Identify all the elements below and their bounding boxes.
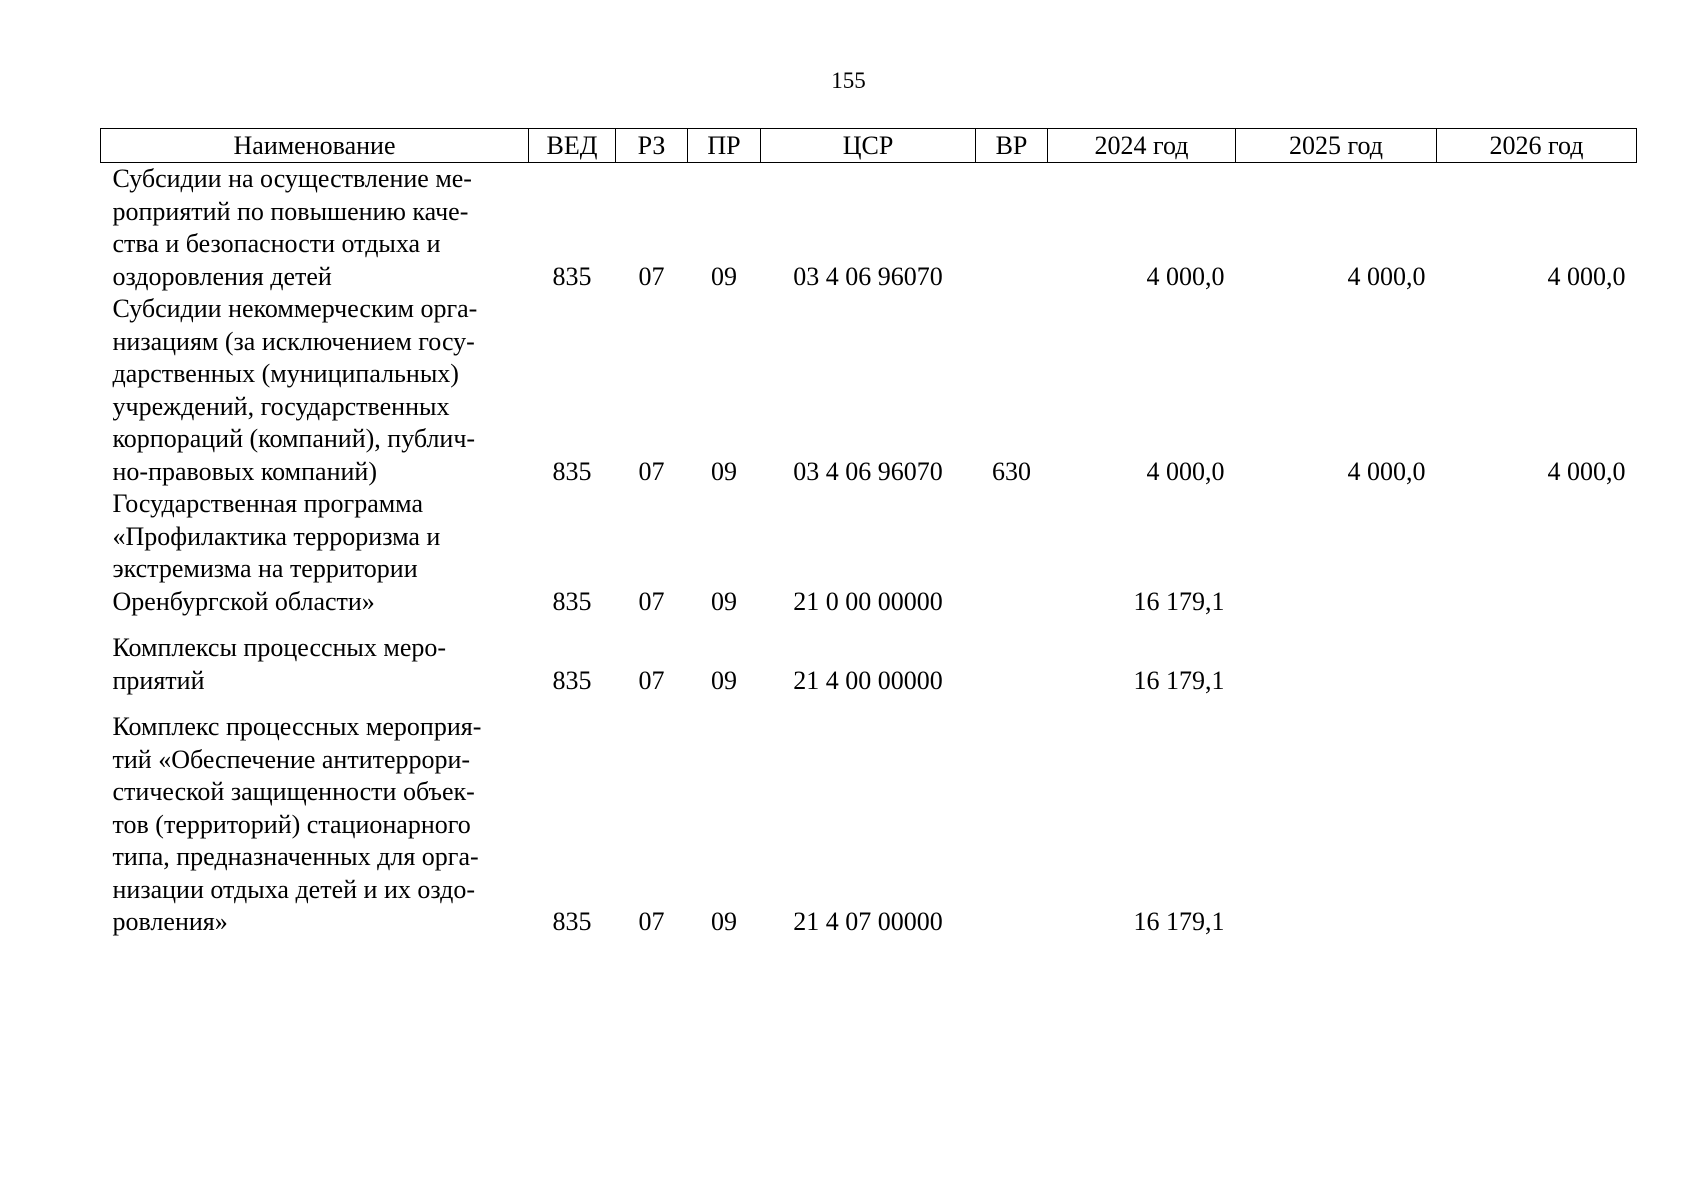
name-line: но-правовых компаний) [112,456,377,486]
cell-pr: 09 [711,261,737,291]
cell-csr: 21 4 07 00000 [793,907,943,936]
name-line: дарственных (муниципальных) [112,359,459,388]
cell-pr: 09 [711,456,737,486]
name-line: Государственная программа [112,489,424,518]
cell-2024: 16 179,1 [1133,665,1225,695]
cell-rz: 07 [638,586,665,616]
header-row [101,129,1637,163]
cell-name [101,697,529,939]
cell-vr [976,618,1048,697]
cell-ved: 835 [552,586,592,616]
header-2025: 2025 год [1236,129,1437,163]
cell-rz: 07 [638,907,665,936]
table-row [101,697,1637,939]
name-line: ства и безопасности отдыха и [112,229,441,258]
cell-2024: 4 000,0 [1146,456,1225,486]
name-line: учреждений, государственных [112,391,450,421]
cell-csr: 03 4 06 96070 [793,261,943,291]
cell-2026 [1437,618,1637,697]
header-name: Наименование [101,129,529,163]
header-2024: 2024 год [1048,129,1236,163]
cell-2024: 16 179,1 [1133,586,1225,616]
header-rz: РЗ [616,129,688,163]
cell-2025: 4 000,0 [1347,261,1426,291]
name-line: корпораций (компаний), публич- [112,424,476,453]
cell-name [101,618,529,697]
name-line: Комплекс процессных мероприя- [112,712,482,741]
name-line: тий «Обеспечение антитеррори- [112,744,471,774]
name-line: Субсидии на осуществление ме- [112,164,472,193]
name-line: ровления» [112,907,228,936]
name-line: приятий [112,665,205,695]
cell-vr [976,488,1048,618]
cell-pr: 09 [711,907,737,936]
header-pr: ПР [688,129,761,163]
cell-2026 [1437,488,1637,618]
cell-name [101,488,529,618]
cell-2024: 4 000,0 [1146,261,1225,291]
cell-vr: 630 [992,456,1031,486]
cell-rz: 07 [638,456,665,486]
table-row [101,488,1637,618]
header-ved: ВЕД [529,129,616,163]
cell-2025 [1236,697,1437,939]
name-line: оздоровления детей [112,261,332,291]
name-line: стической защищенности объек- [112,777,475,806]
cell-2026 [1437,697,1637,939]
cell-rz: 07 [638,261,665,291]
header-csr: ЦСР [761,129,976,163]
header-2026: 2026 год [1437,129,1637,163]
cell-2026: 4 000,0 [1547,456,1626,486]
table-header [101,129,1637,163]
cell-rz: 07 [638,665,665,695]
cell-2025: 4 000,0 [1347,456,1426,486]
cell-ved: 835 [552,456,592,486]
budget-table [100,128,1637,939]
header-vr: ВР [976,129,1048,163]
cell-2025 [1236,618,1437,697]
cell-ved: 835 [552,261,592,291]
name-line: низации отдыха детей и их оздо- [112,874,476,904]
name-line: экстремизма на территории [112,554,418,583]
cell-csr: 03 4 06 96070 [793,456,943,486]
name-line: Оренбургской области» [112,586,375,616]
cell-ved: 835 [552,665,592,695]
table-body [101,163,1637,939]
cell-ved: 835 [552,907,592,936]
cell-csr: 21 4 00 00000 [793,665,943,695]
cell-pr: 09 [711,665,737,695]
cell-vr [976,697,1048,939]
cell-2024: 16 179,1 [1133,907,1225,936]
name-line: роприятий по повышению каче- [112,196,469,226]
cell-2025 [1236,488,1437,618]
cell-name [101,293,529,488]
cell-pr: 09 [711,586,737,616]
name-line: типа, предназначенных для орга- [112,842,479,871]
cell-csr: 21 0 00 00000 [793,586,943,616]
table-row [101,618,1637,697]
name-line: «Профилактика терроризма и [112,521,441,551]
name-line: Комплексы процессных меро- [112,633,447,662]
name-line: Субсидии некоммерческим орга- [112,294,478,323]
cell-2026: 4 000,0 [1547,261,1626,291]
page-number: 155 [831,68,866,93]
cell-vr [976,163,1048,294]
table-row [101,293,1637,488]
name-line: низациям (за исключением госу- [112,326,475,356]
cell-name [101,163,529,294]
name-line: тов (территорий) стационарного [112,809,471,839]
table-row [101,163,1637,294]
